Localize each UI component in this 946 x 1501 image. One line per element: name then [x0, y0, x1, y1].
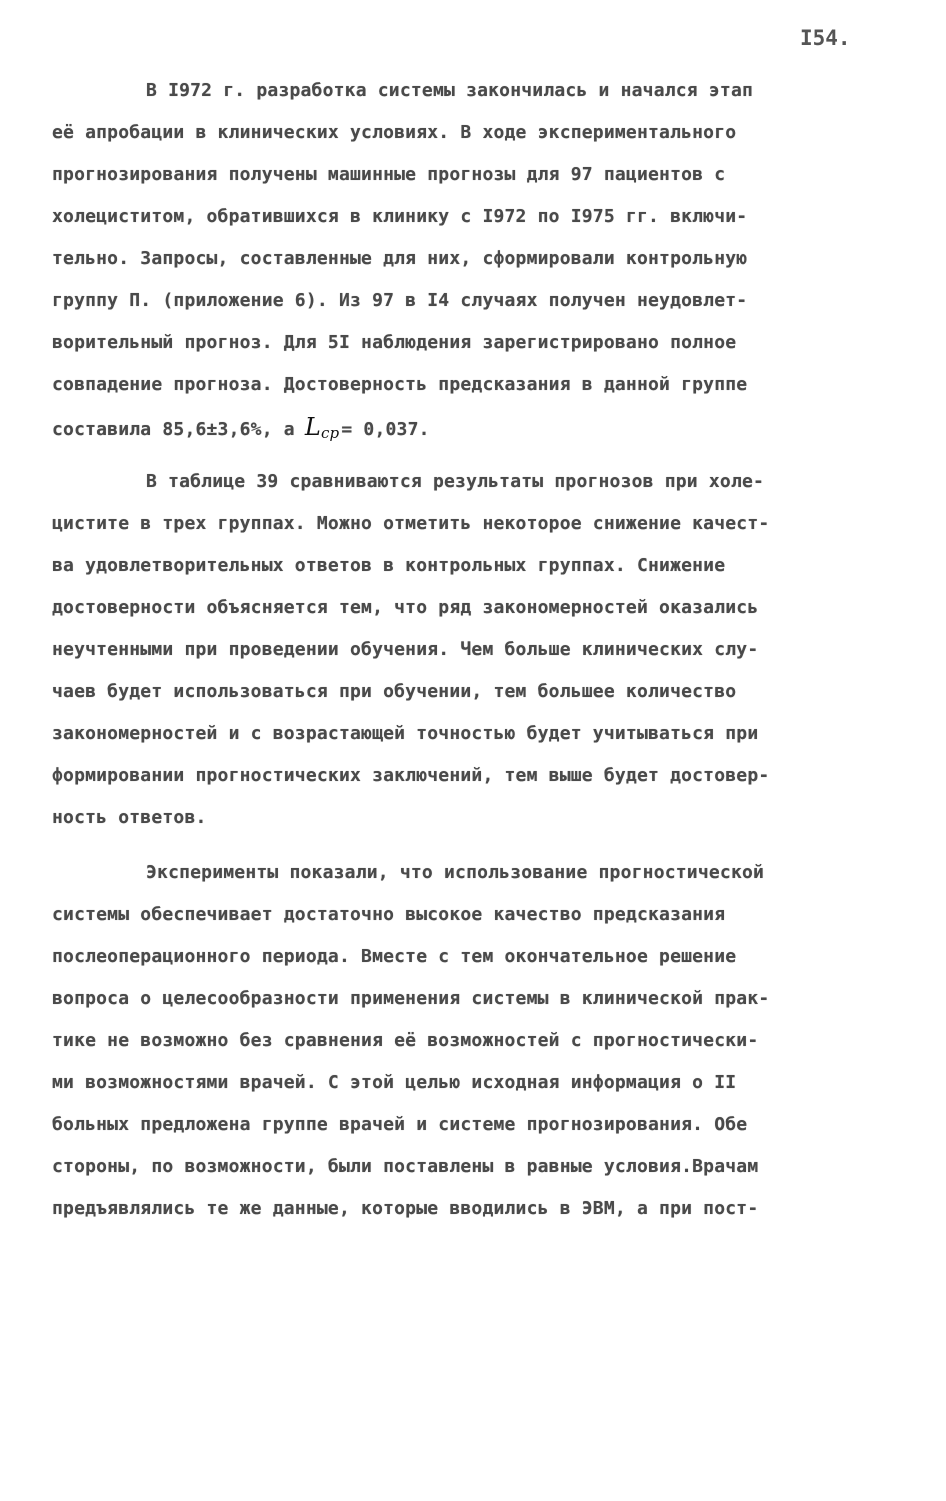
text-fragment: составила 85,6±3,6%, а — [52, 419, 295, 440]
formula-symbol: L — [304, 413, 321, 441]
text-line: её апробации в клинических условиях. В ходе экспериментального — [52, 122, 737, 143]
text-line: вопроса о целесообразности применения системы в клинической прак- — [52, 988, 770, 1009]
text-line-with-formula — [52, 406, 882, 448]
text-line: ми возможностями врачей. С этой целью исходная информация о II — [52, 1072, 737, 1093]
paragraph-2 — [52, 461, 882, 839]
text-line: системы обеспечивает достаточно высокое качество предсказания — [52, 904, 726, 925]
paragraph-3 — [52, 852, 882, 1230]
text-line: В I972 г. разработка системы закончилась и начался этап — [146, 80, 754, 101]
text-line: совпадение прогноза. Достоверность предсказания в данной группе — [52, 374, 748, 395]
text-line: больных предложена группе врачей и системе прогнозирования. Обе — [52, 1114, 748, 1135]
paragraph-1 — [52, 70, 882, 448]
text-line: достоверности объясняется тем, что ряд закономерностей оказались — [52, 597, 759, 618]
page-number: I54. — [800, 26, 851, 50]
text-line: ва удовлетворительных ответов в контрольных группах. Снижение — [52, 555, 726, 576]
formula-lcp — [305, 413, 340, 441]
text-fragment: = 0,037. — [341, 419, 430, 440]
text-line: неучтенными при проведении обучения. Чем больше клинических слу- — [52, 639, 759, 660]
text-line: цистите в трех группах. Можно отметить некоторое снижение качест- — [52, 513, 770, 534]
text-line: чаев будет использоваться при обучении, тем большее количество — [52, 681, 737, 702]
text-line: закономерностей и с возрастающей точностью будет учитываться при — [52, 723, 759, 744]
formula-subscript: ср — [320, 424, 340, 442]
text-line: В таблице 39 сравниваются результаты прогнозов при холе- — [146, 471, 765, 492]
text-line: формировании прогностических заключений, тем выше будет достовер- — [52, 765, 770, 786]
text-line: тике не возможно без сравнения её возможностей с прогностически- — [52, 1030, 759, 1051]
text-line: Эксперименты показали, что использование прогностической — [146, 862, 765, 883]
text-line: тельно. Запросы, составленные для них, сформировали контрольную — [52, 248, 748, 269]
text-line: ность ответов. — [52, 807, 207, 828]
text-line: стороны, по возможности, были поставлены в равные условия.Врачам — [52, 1156, 759, 1177]
text-line: послеоперационного периода. Вместе с тем окончательное решение — [52, 946, 737, 967]
text-line: группу П. (приложение 6). Из 97 в I4 случаях получен неудовлет- — [52, 290, 748, 311]
text-line: прогнозирования получены машинные прогнозы для 97 пациентов с — [52, 164, 726, 185]
text-line: ворительный прогноз. Для 5I наблюдения зарегистрировано полное — [52, 332, 737, 353]
text-line: предъявлялись те же данные, которые вводились в ЭВМ, а при пост- — [52, 1198, 759, 1219]
text-line: холециститом, обратившихся в клинику с I972 по I975 гг. включи- — [52, 206, 748, 227]
